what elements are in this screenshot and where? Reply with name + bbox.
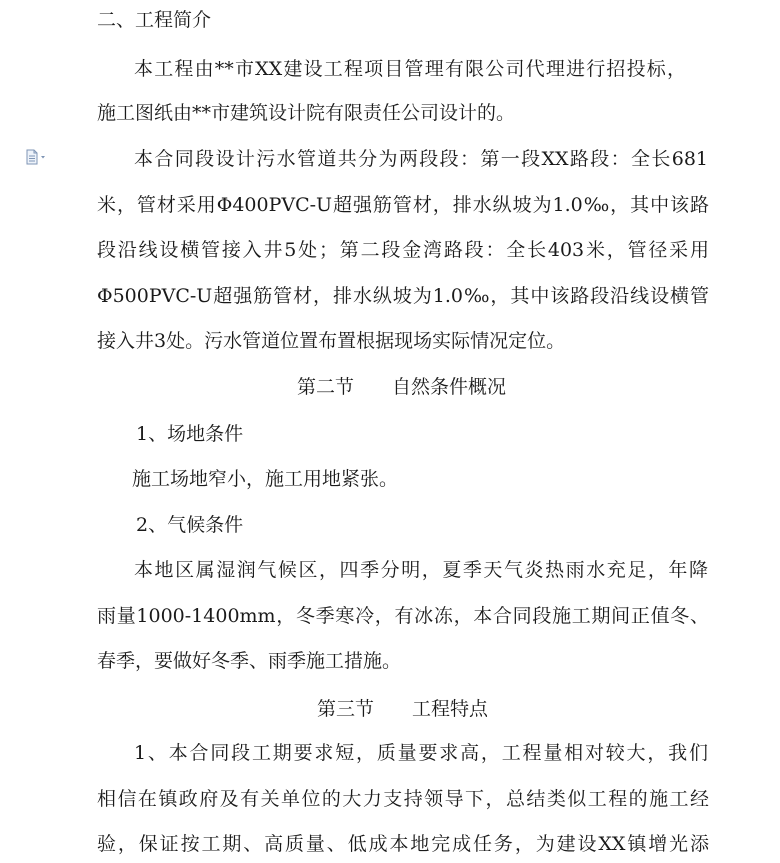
paragraph-line: 1、本合同段工期要求短，质量要求高，工程量相对较大，我们 xyxy=(134,742,708,764)
document-icon[interactable] xyxy=(25,149,49,165)
paragraph-line: 春季，要做好冬季、雨季施工措施。 xyxy=(97,650,402,672)
section-heading: 二、工程简介 xyxy=(97,9,212,31)
paragraph-line: 接入井3处。污水管道位置布置根据现场实际情况定位。 xyxy=(97,330,566,352)
subsection-title: 2、气候条件 xyxy=(136,514,244,536)
paragraph-line: 本地区属湿润气候区，四季分明，夏季天气炎热雨水充足，年降 xyxy=(134,559,708,581)
paragraph-line: 施工场地窄小，施工用地紧张。 xyxy=(132,468,399,490)
paragraph-line: Φ500PVC-U超强筋管材，排水纵坡为1.0‰，其中该路段沿线设横管 xyxy=(97,285,709,307)
paragraph-line: 本合同段设计污水管道共分为两段段：第一段XX路段：全长681 xyxy=(134,148,708,170)
paragraph-line: 米，管材采用Φ400PVC-U超强筋管材，排水纵坡为1.0‰，其中该路 xyxy=(97,194,709,216)
section-title: 第三节 工程特点 xyxy=(317,698,489,720)
paragraph-line: 相信在镇政府及有关单位的大力支持领导下，总结类似工程的施工经 xyxy=(97,788,709,810)
section-title: 第二节 自然条件概况 xyxy=(297,376,507,398)
paragraph-line: 验，保证按工期、高质量、低成本地完成任务，为建设XX镇增光添 xyxy=(97,833,709,855)
paragraph-line: 本工程由**市XX建设工程项目管理有限公司代理进行招投标， xyxy=(134,58,686,80)
paragraph-line: 雨量1000-1400mm，冬季寒冷，有冰冻，本合同段施工期间正值冬、 xyxy=(97,605,709,627)
subsection-title: 1、场地条件 xyxy=(136,423,244,445)
paragraph-line: 段沿线设横管接入井5处；第二段金湾路段：全长403米，管径采用 xyxy=(97,239,709,261)
paragraph-line: 施工图纸由**市建筑设计院有限责任公司设计的。 xyxy=(97,102,516,124)
